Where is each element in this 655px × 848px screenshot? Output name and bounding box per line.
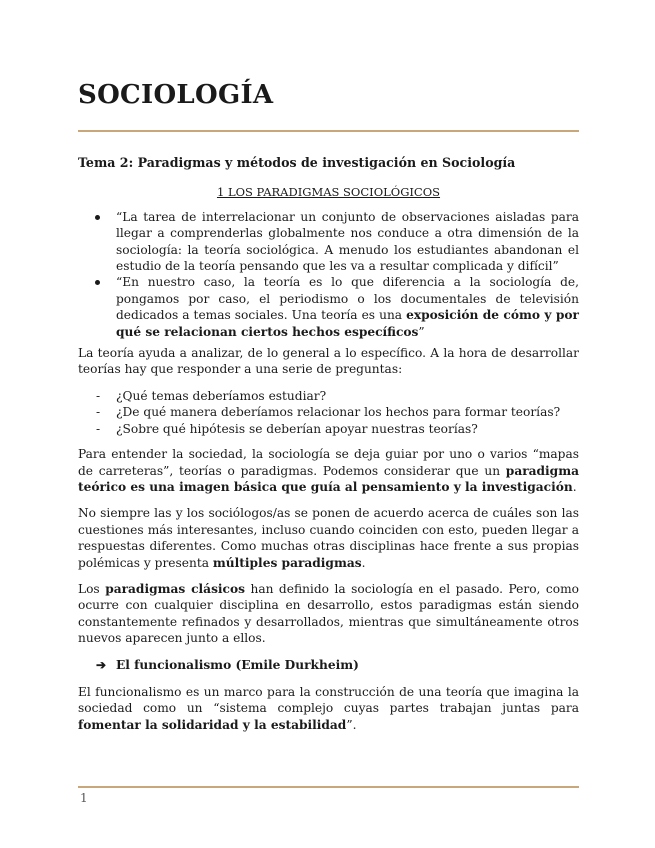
- question-text: ¿De qué manera deberíamos relacionar los hechos para formar teorías?: [116, 405, 561, 420]
- question-text: ¿Sobre qué hipótesis se deberían apoyar nuestras teorías?: [116, 421, 478, 436]
- document-body: [78, 155, 579, 743]
- paragraph-disagreement: [78, 505, 579, 571]
- title-divider: [78, 130, 579, 132]
- paragraph-bold-text: múltiples paradigmas: [212, 555, 362, 570]
- arrow-right-icon: ➔: [96, 657, 107, 672]
- list-item: [78, 421, 579, 437]
- paragraph-theory: La teoría ayuda a analizar, de lo general a lo específico. A la hora de desarrollar teorías hay que responder a una serie de preguntas:: [78, 346, 579, 377]
- paragraph-text: El funcionalismo es un marco para la construcción de una teoría que imagina la sociedad como un “sistema complejo cuyas partes trabajan juntas para: [78, 684, 579, 716]
- list-item: [78, 388, 579, 404]
- functionalism-heading: [78, 657, 579, 673]
- footer-divider: [78, 786, 579, 788]
- paragraph-text-end: .: [361, 555, 366, 570]
- functionalism-heading-text: El funcionalismo (Emile Durkheim): [116, 657, 359, 672]
- paragraph-text: Para entender la sociedad, la sociología se deja guiar por uno o varios “mapas de carreteras”, teorías o paradigmas. Podemos considerar que un: [78, 447, 579, 478]
- dash-icon: -: [96, 388, 101, 403]
- section-title: 1 LOS PARADIGMAS SOCIOLÓGICOS: [216, 185, 441, 200]
- page-number: 1: [80, 791, 88, 805]
- paragraph-text-end: .: [572, 479, 577, 494]
- document-title: SOCIOLOGÍA: [78, 80, 274, 110]
- question-list: [78, 388, 579, 437]
- paragraph-text-end: han definido la sociología en el pasado. Pero, como ocurre con cualquier disciplina en desarrollo, estos paradigmas están siendo constantemente refinados y desarrollados, mientras que simultáneamente otros nuevos aparecen junto a ellos.: [78, 581, 579, 646]
- list-item: [78, 404, 579, 420]
- dash-icon: -: [96, 405, 101, 420]
- question-text: ¿Qué temas deberíamos estudiar?: [116, 388, 327, 403]
- paragraph-bold-text: paradigmas clásicos: [105, 581, 245, 596]
- topic-heading: Tema 2: Paradigmas y métodos de investigación en Sociología: [78, 155, 516, 170]
- paragraph-text: No siempre las y los sociólogos/as se ponen de acuerdo acerca de cuáles son las cuestiones más interesantes, incluso cuando coinciden con esto, pueden llegar a respuestas diferentes. Como muchas otras disciplinas hace frente a sus propias polémicas y presenta: [78, 506, 579, 570]
- paragraph-classic: [78, 581, 579, 647]
- bullet-text-end: ”: [418, 324, 425, 339]
- paragraph-bold-text: paradigma teórico es una imagen básica que guía al pensamiento y la investigación: [78, 463, 579, 494]
- paragraph-text-end: ”.: [346, 717, 357, 732]
- paragraph-paradigm: [78, 446, 579, 495]
- paragraph-text: Los: [78, 581, 106, 596]
- paragraph-functionalism: [78, 684, 579, 733]
- list-item: [78, 274, 579, 340]
- bullet-icon: [95, 215, 100, 220]
- dash-icon: -: [96, 421, 101, 436]
- paragraph-bold-text: fomentar la solidaridad y la estabilidad: [78, 717, 347, 732]
- bullet-bold-text: exposición de cómo y por qué se relacionan ciertos hechos específicos: [116, 308, 579, 339]
- quote-list: [78, 209, 579, 340]
- list-item: [78, 209, 579, 275]
- bullet-text: “La tarea de interrelacionar un conjunto de observaciones aisladas para llegar a comprenderlas globalmente nos conduce a otra dimensión de la sociología: la teoría sociológica. A menudo los estudiantes abandonan el estudio de la teoría pensando que les va a resultar complicada y difícil”: [116, 209, 579, 274]
- bullet-text: “En nuestro caso, la teoría es lo que diferencia a la sociología de, pongamos por caso, el periodismo o los documentales de televisión dedicados a temas sociales. Una teoría es una: [116, 275, 579, 323]
- bullet-icon: [95, 280, 100, 285]
